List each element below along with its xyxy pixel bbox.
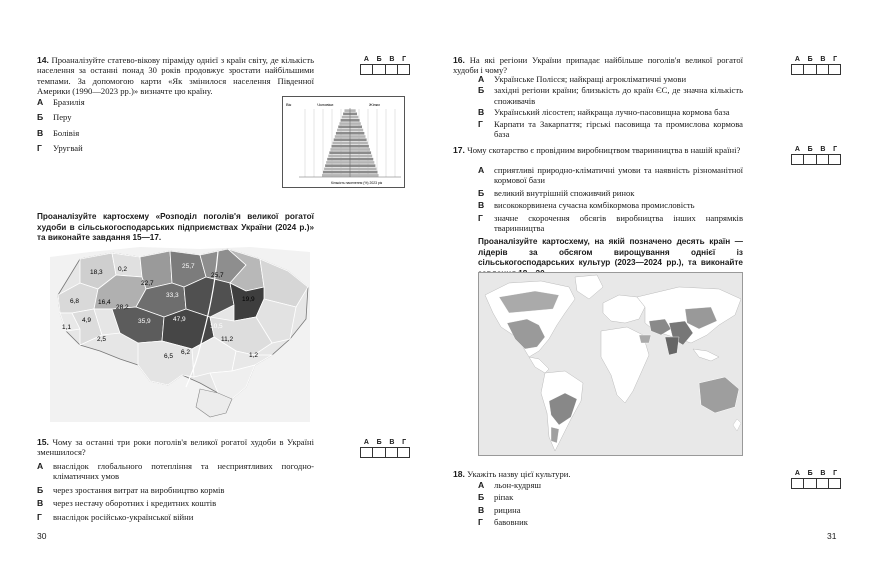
region-value: 28,2 (116, 304, 129, 311)
answer-letters (360, 438, 410, 447)
pyramid-bar-female (350, 151, 371, 154)
answer-letter: А (794, 56, 800, 63)
region-value: 1,1 (62, 324, 72, 331)
question-number: 17. (453, 145, 465, 155)
answer-cell[interactable] (804, 65, 816, 74)
pyramid-bar-female (350, 158, 373, 161)
pyramid-bar-male (331, 145, 350, 148)
option-letter: Г (478, 212, 483, 223)
answer-cell[interactable] (361, 65, 373, 74)
option-letter: В (478, 107, 485, 118)
question-16-options (478, 74, 743, 140)
answer-box-16[interactable] (791, 55, 841, 75)
option-b[interactable] (37, 112, 257, 122)
option-letter: Б (478, 492, 485, 503)
question-text: Чому за останні три роки поголів'я великої рогатої худоби в Україні зменшилося? (37, 437, 314, 458)
option-c[interactable] (478, 107, 743, 117)
region-value: 47,9 (173, 316, 186, 323)
answer-letter: Б (807, 56, 813, 63)
pyramid-bar-female (350, 119, 360, 122)
answer-cell[interactable] (829, 65, 840, 74)
question-18 (453, 469, 743, 479)
region-value: 2,5 (97, 336, 107, 343)
answer-letter: Б (376, 56, 382, 63)
question-14 (37, 55, 314, 97)
option-letter: А (478, 165, 485, 175)
region-value: 33,3 (166, 292, 179, 299)
intro-18-20: Проаналізуйте картосхему, на якій позначено десять країн — лідерів за обсягом вирощування однієї із сільськогосподарських культур (2023—2024 рр.), та виконайте (478, 237, 743, 268)
page-number: 30 (37, 531, 47, 541)
answer-letters (791, 145, 841, 154)
option-b[interactable] (478, 492, 678, 502)
pyramid-bar-male (344, 109, 350, 112)
pyramid-bar-female (350, 155, 372, 158)
pyramid-bar-female (350, 164, 375, 167)
option-d[interactable] (37, 512, 314, 522)
question-18-options (478, 480, 678, 529)
answer-letter: Г (833, 146, 838, 153)
pyramid-bar-female (350, 122, 361, 125)
pyramid-bar-female (350, 145, 369, 148)
option-d[interactable] (478, 119, 743, 140)
region-value: 6,5 (164, 353, 174, 360)
answer-cell[interactable] (817, 479, 829, 488)
pyramid-bar-male (323, 171, 350, 174)
option-letter: В (478, 200, 485, 211)
answer-cell[interactable] (817, 65, 829, 74)
question-14-options (37, 97, 257, 159)
option-d[interactable] (478, 517, 678, 527)
pyramid-bar-female (350, 171, 378, 174)
pyramid-bar-male (337, 129, 350, 132)
option-text: рицина (494, 504, 521, 515)
region-value: 1,2 (249, 352, 259, 359)
option-c[interactable] (478, 200, 743, 210)
pyramid-bar-male (334, 138, 350, 141)
pyramid-bar-female (350, 113, 357, 116)
intro-15-17: Проаналізуйте картосхему «Розподіл поголів'я великої рогатої худоби в сільськогосподарських підприємствах України (2024 р.)» та виконайте завдання 15—17. (37, 212, 314, 243)
option-letter: Б (37, 112, 44, 123)
question-number: 16. (453, 55, 465, 65)
option-letter: Б (478, 187, 485, 198)
answer-cell[interactable] (792, 479, 804, 488)
option-text: Бразилія (53, 97, 85, 107)
pyramid-bar-male (343, 113, 350, 116)
answer-letter: В (389, 56, 395, 63)
option-c[interactable] (37, 128, 257, 138)
region-value: 6,8 (70, 298, 80, 305)
answer-box-18[interactable] (791, 469, 841, 489)
option-text: внаслідок глобального потепління та несприятливих погодно-кліматичних умов (53, 461, 314, 482)
answer-cell[interactable] (792, 65, 804, 74)
option-c[interactable] (478, 505, 678, 515)
answer-cell[interactable] (386, 448, 398, 457)
answer-letter: Б (807, 470, 813, 477)
option-text: сприятливі природно-кліматичні умови та наявність різноманітної кормової бази (494, 165, 743, 186)
answer-letter: Б (376, 439, 382, 446)
option-c[interactable] (37, 498, 314, 508)
option-text: ріпак (494, 492, 514, 503)
answer-cell[interactable] (804, 479, 816, 488)
right-page (435, 0, 870, 566)
pyramid-bar-male (341, 119, 350, 122)
option-letter: Г (478, 517, 483, 528)
answer-letter: В (820, 146, 826, 153)
pyramid-bar-female (350, 129, 363, 132)
pyramid-bar-male (328, 155, 350, 158)
answer-letter: А (363, 56, 369, 63)
region-value: 18,3 (90, 269, 103, 276)
option-letter: А (478, 480, 485, 490)
ukraine-cattle-map (50, 247, 310, 422)
region-value: 25,7 (182, 263, 195, 270)
question-text: На які регіони України припадає найбільше поголів'я великої рогатої худоби і чому? (453, 55, 743, 76)
pyramid-bar-male (326, 161, 350, 164)
answer-letter: Г (402, 56, 407, 63)
pyramid-bar-female (350, 174, 379, 177)
option-letter: Г (37, 143, 42, 154)
answer-cell[interactable] (804, 155, 816, 164)
pyramid-bar-male (325, 164, 350, 167)
pyramid-bar-female (350, 116, 358, 119)
pyramid-bar-male (336, 132, 350, 135)
pyramid-bar-female (350, 148, 370, 151)
option-letter: А (37, 461, 44, 471)
question-text: Укажіть назву цієї культури. (467, 469, 571, 479)
answer-letter: А (794, 470, 800, 477)
answer-letter: А (794, 146, 800, 153)
option-d[interactable] (37, 143, 257, 153)
answer-letter: Б (807, 146, 813, 153)
answer-letter: В (820, 470, 826, 477)
option-letter: Б (37, 484, 44, 495)
option-letter: А (478, 74, 485, 84)
question-16 (453, 55, 743, 76)
answer-letters (791, 469, 841, 478)
pyramid-age-header: Вік (286, 102, 292, 107)
option-text: через нестачу оборотних і кредитних коштів (53, 498, 217, 509)
pyramid-bar-male (338, 125, 350, 128)
option-text: Українське Полісся; найкращі агрокліматичні умови (494, 74, 687, 84)
population-pyramid (282, 96, 405, 188)
option-text: Перу (53, 112, 72, 123)
answer-cell[interactable] (386, 65, 398, 74)
question-text: Чому скотарство є провідним виробництвом тваринництва в нашій країні? (467, 145, 741, 155)
option-d[interactable] (478, 213, 743, 234)
region-value: 35,9 (138, 318, 151, 325)
region-value: 16,4 (98, 299, 111, 306)
option-b[interactable] (37, 485, 314, 495)
answer-cell[interactable] (829, 155, 840, 164)
region-value: 22,7 (141, 280, 154, 287)
option-text: через зростання витрат на виробництво кормів (53, 484, 225, 495)
question-number: 15. (37, 437, 49, 447)
pyramid-bar-male (333, 142, 350, 145)
answer-cell[interactable] (792, 155, 804, 164)
answer-letter: А (363, 439, 369, 446)
option-letter: А (37, 97, 44, 107)
option-letter: Г (37, 511, 42, 522)
pyramid-bar-male (339, 122, 350, 125)
option-letter: Б (478, 85, 485, 96)
option-a[interactable] (37, 97, 257, 107)
option-letter: Г (478, 118, 483, 129)
question-number: 18. (453, 469, 465, 479)
answer-letter: Г (833, 470, 838, 477)
region-value: 11,2 (221, 336, 234, 343)
option-a[interactable] (478, 74, 743, 84)
region-value: 4,9 (82, 317, 92, 324)
world-crop-map (478, 272, 743, 456)
option-text: Уругвай (53, 143, 83, 154)
question-text: Проаналізуйте статево-вікову піраміду однієї з країн світу, де кількість населення за останні понад 30 років продовжує зростати найбільшими темпами. За допомогою карти «Як змінилося населення Південної Америки (1990—2023 рр.)» визначте цю країну. (37, 55, 314, 97)
pyramid-bar-male (327, 158, 350, 161)
region-value: 6,2 (181, 349, 191, 356)
option-text: бавовник (494, 517, 528, 528)
option-a[interactable] (478, 480, 678, 490)
pyramid-bar-female (350, 132, 364, 135)
region-value: 0,2 (118, 266, 128, 273)
answer-letter: В (389, 439, 395, 446)
option-b[interactable] (478, 85, 743, 106)
pyramid-bar-female (350, 109, 356, 112)
region-value: 10,5 (210, 323, 223, 330)
answer-letter: В (820, 56, 826, 63)
option-text: внаслідок російсько-української війни (53, 511, 194, 522)
pyramid-bar-male (329, 151, 350, 154)
option-text: Болівія (53, 127, 80, 138)
option-text: великий внутрішній споживчий ринок (494, 187, 635, 198)
question-15 (37, 437, 314, 458)
question-number: 14. (37, 55, 49, 65)
answer-letters (791, 55, 841, 64)
pyramid-female-label: Жінки (369, 102, 380, 107)
answer-cell[interactable] (398, 65, 409, 74)
option-b[interactable] (478, 188, 743, 198)
region-value: 25,7 (211, 272, 224, 279)
answer-box-15[interactable] (360, 438, 410, 458)
pyramid-bar-male (335, 135, 350, 138)
option-letter: В (37, 127, 44, 138)
pyramid-bar-male (322, 174, 350, 177)
region-value: 19,9 (242, 296, 255, 303)
pyramid-male-label: Чоловіки (317, 102, 334, 107)
answer-cell[interactable] (817, 155, 829, 164)
option-letter: В (37, 498, 44, 509)
answer-letter: Г (402, 439, 407, 446)
option-text: Карпати та Закарпаття; гірські пасовища та промислова кормова база (494, 118, 743, 140)
question-17-options (478, 165, 743, 234)
pyramid-bar-male (330, 148, 350, 151)
pyramid-x-axis-label: Кількість населення (%) 2023 рік (331, 181, 383, 185)
option-a[interactable] (37, 461, 314, 482)
answer-box-17[interactable] (791, 145, 841, 165)
pyramid-bar-female (350, 168, 376, 171)
option-text: західні регіони країни; близькість до країн ЄС, де значна кількість споживачів (494, 85, 743, 106)
pyramid-bar-female (350, 138, 367, 141)
answer-cell[interactable] (373, 448, 385, 457)
pyramid-bar-female (350, 161, 374, 164)
option-text: льон-кудряш (494, 480, 542, 490)
option-text: Український лісостеп; найкраща лучно-пасовищна кормова база (494, 107, 730, 118)
answer-cell[interactable] (398, 448, 409, 457)
answer-cell[interactable] (829, 479, 840, 488)
option-letter: В (478, 504, 485, 515)
pyramid-bar-female (350, 142, 368, 145)
answer-cell[interactable] (373, 65, 385, 74)
answer-box-14[interactable] (360, 55, 410, 75)
option-text: значне скорочення обсягів виробництва інших напрямків тваринництва (494, 212, 743, 234)
answer-cell[interactable] (361, 448, 373, 457)
answer-letters (360, 55, 410, 64)
pyramid-bar-female (350, 125, 362, 128)
page-number: 31 (827, 531, 837, 541)
question-17 (453, 145, 743, 155)
question-15-options (37, 461, 314, 527)
option-text: висококорвинена сучасна комбікормова промисловість (494, 200, 695, 211)
pyramid-bar-male (342, 116, 350, 119)
pyramid-bar-male (324, 168, 350, 171)
option-a[interactable] (478, 165, 743, 186)
pyramid-bar-female (350, 135, 365, 138)
answer-letter: Г (833, 56, 838, 63)
